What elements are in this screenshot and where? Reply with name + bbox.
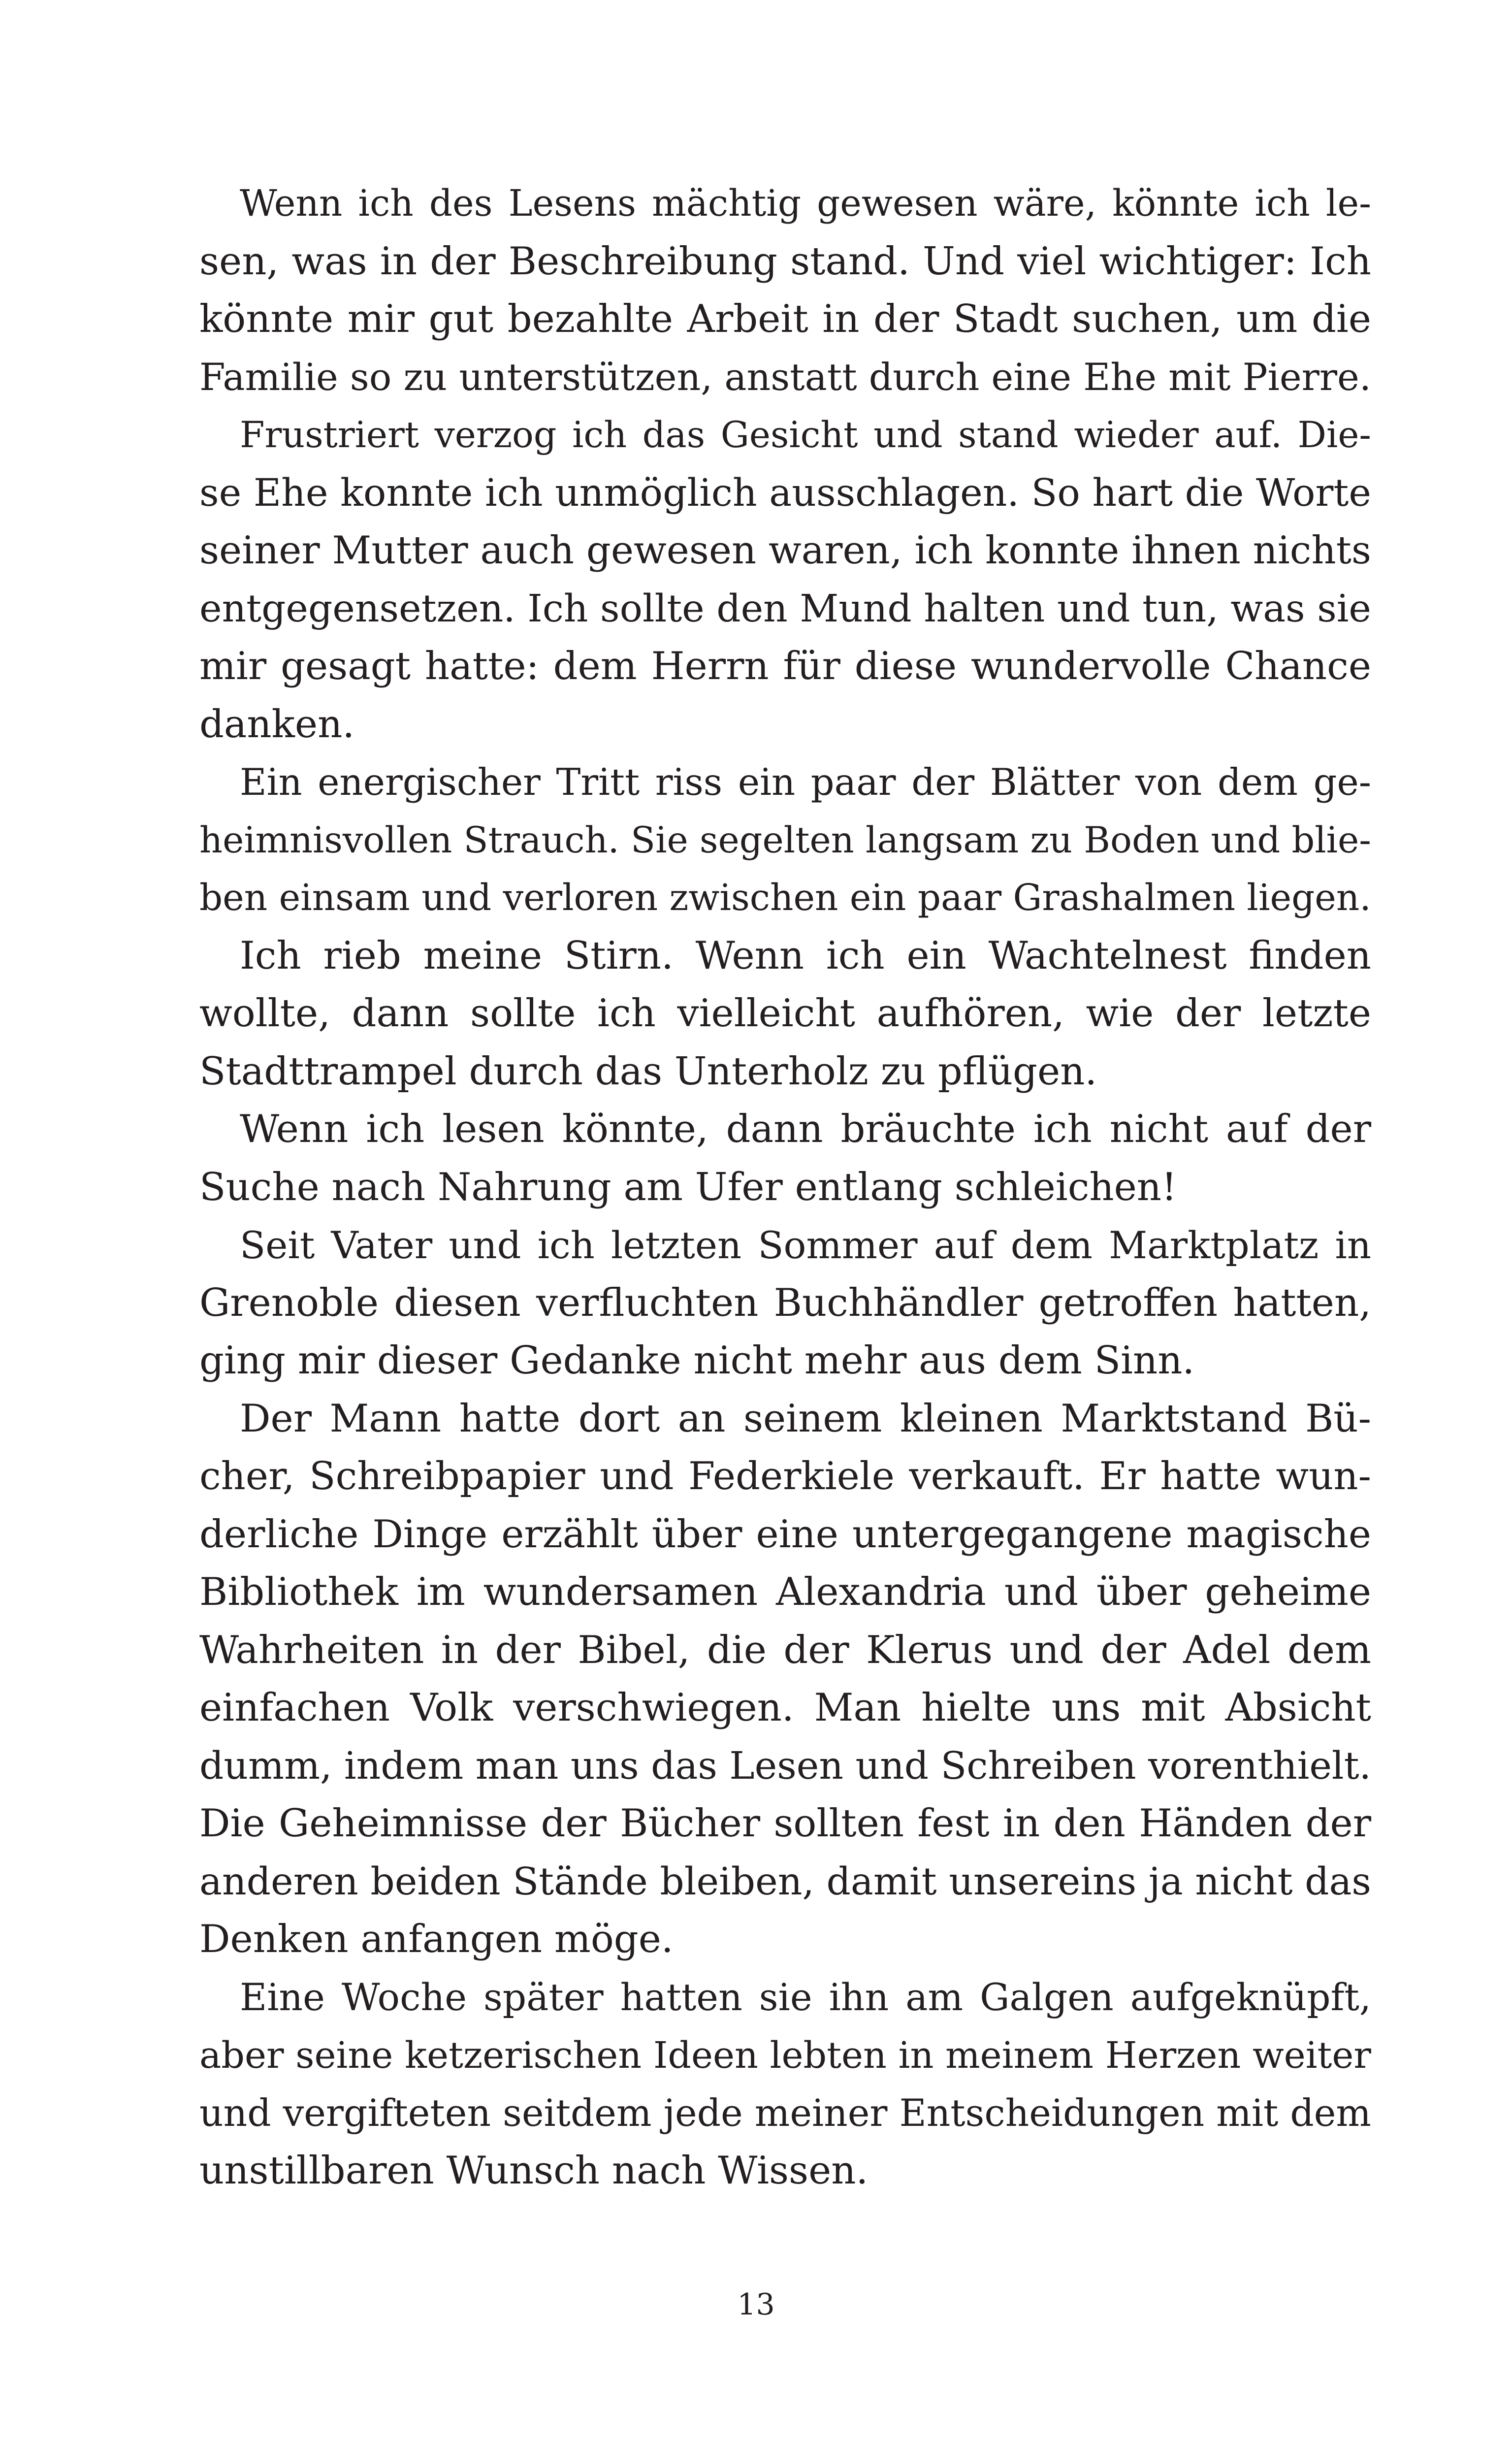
text-line: ben einsam und verloren zwischen ein paar Grashalmen liegen.	[199, 877, 1371, 919]
page-number: 13	[737, 2287, 775, 2322]
text-line: könnte mir gut bezahlte Arbeit in der Stadt suchen, um die	[199, 297, 1371, 341]
text-line: Ich rieb meine Stirn. Wenn ich ein Wachtelnest finden	[240, 933, 1371, 978]
paragraph	[199, 175, 1371, 406]
text-line: entgegensetzen. Ich sollte den Mund halten und tun, was sie	[199, 586, 1371, 631]
text-line: unstillbaren Wunsch nach Wissen.	[199, 2149, 869, 2193]
text-line: Grenoble diesen verfluchten Buchhändler getroffen hatten,	[199, 1280, 1371, 1325]
text-line: Wenn ich lesen könnte, dann bräuchte ich nicht auf der	[240, 1107, 1371, 1151]
text-line: danken.	[199, 702, 355, 747]
body-text	[199, 175, 1371, 2200]
text-line: se Ehe konnte ich unmöglich ausschlagen. So hart die Worte	[199, 470, 1371, 515]
text-line: ging mir dieser Gedanke nicht mehr aus dem Sinn.	[199, 1338, 1195, 1383]
text-line: Die Geheimnisse der Bücher sollten fest in den Händen der	[199, 1801, 1371, 1846]
text-line: Seit Vater und ich letzten Sommer auf dem Marktplatz in	[240, 1223, 1371, 1267]
paragraph	[199, 753, 1371, 927]
text-line: Der Mann hatte dort an seinem kleinen Marktstand Bü-	[240, 1396, 1371, 1441]
text-line: Stadttrampel durch das Unterholz zu pflügen.	[199, 1049, 1097, 1094]
text-line: heimnisvollen Strauch. Sie segelten langsam zu Boden und blie-	[199, 819, 1371, 861]
text-line: seiner Mutter auch gewesen waren, ich konnte ihnen nichts	[199, 528, 1371, 573]
paragraph	[199, 927, 1371, 1101]
text-line: Familie so zu unterstützen, anstatt durch eine Ehe mit Pierre.	[199, 355, 1371, 399]
text-line: sen, was in der Beschreibung stand. Und viel wichtiger: Ich	[199, 239, 1371, 284]
text-line: Suche nach Nahrung am Ufer entlang schleichen!	[199, 1165, 1177, 1209]
text-line: einfachen Volk verschwiegen. Man hielte uns mit Absicht	[199, 1686, 1371, 1730]
text-line: Frustriert verzog ich das Gesicht und stand wieder auf. Die-	[240, 414, 1371, 456]
text-line: und vergifteten seitdem jede meiner Entscheidungen mit dem	[199, 2091, 1371, 2135]
paragraph	[199, 1101, 1371, 1216]
paragraph	[199, 1969, 1371, 2200]
text-line: mir gesagt hatte: dem Herrn für diese wundervolle Chance	[199, 644, 1371, 688]
text-line: cher, Schreibpapier und Federkiele verkauft. Er hatte wun-	[199, 1454, 1371, 1498]
paragraph	[199, 1390, 1371, 1969]
text-line: aber seine ketzerischen Ideen lebten in meinem Herzen weiter	[199, 2034, 1371, 2077]
text-line: Wahrheiten in der Bibel, die der Klerus und der Adel dem	[199, 1628, 1371, 1672]
paragraph	[199, 406, 1371, 753]
text-line: wollte, dann sollte ich vielleicht aufhören, wie der letzte	[199, 991, 1371, 1036]
text-line: Bibliothek im wundersamen Alexandria und über geheime	[199, 1570, 1371, 1614]
text-line: derliche Dinge erzählt über eine untergegangene magische	[199, 1512, 1371, 1557]
text-line: Ein energischer Tritt riss ein paar der Blätter von dem ge-	[240, 761, 1371, 804]
text-line: Wenn ich des Lesens mächtig gewesen wäre, könnte ich le-	[240, 183, 1371, 225]
text-line: Denken anfangen möge.	[199, 1917, 674, 1961]
text-line: Eine Woche später hatten sie ihn am Galgen aufgeknüpft,	[240, 1975, 1371, 2019]
text-line: dumm, indem man uns das Lesen und Schreiben vorenthielt.	[199, 1743, 1372, 1788]
paragraph	[199, 1216, 1371, 1390]
text-line: anderen beiden Stände bleiben, damit unsereins ja nicht das	[199, 1859, 1371, 1904]
